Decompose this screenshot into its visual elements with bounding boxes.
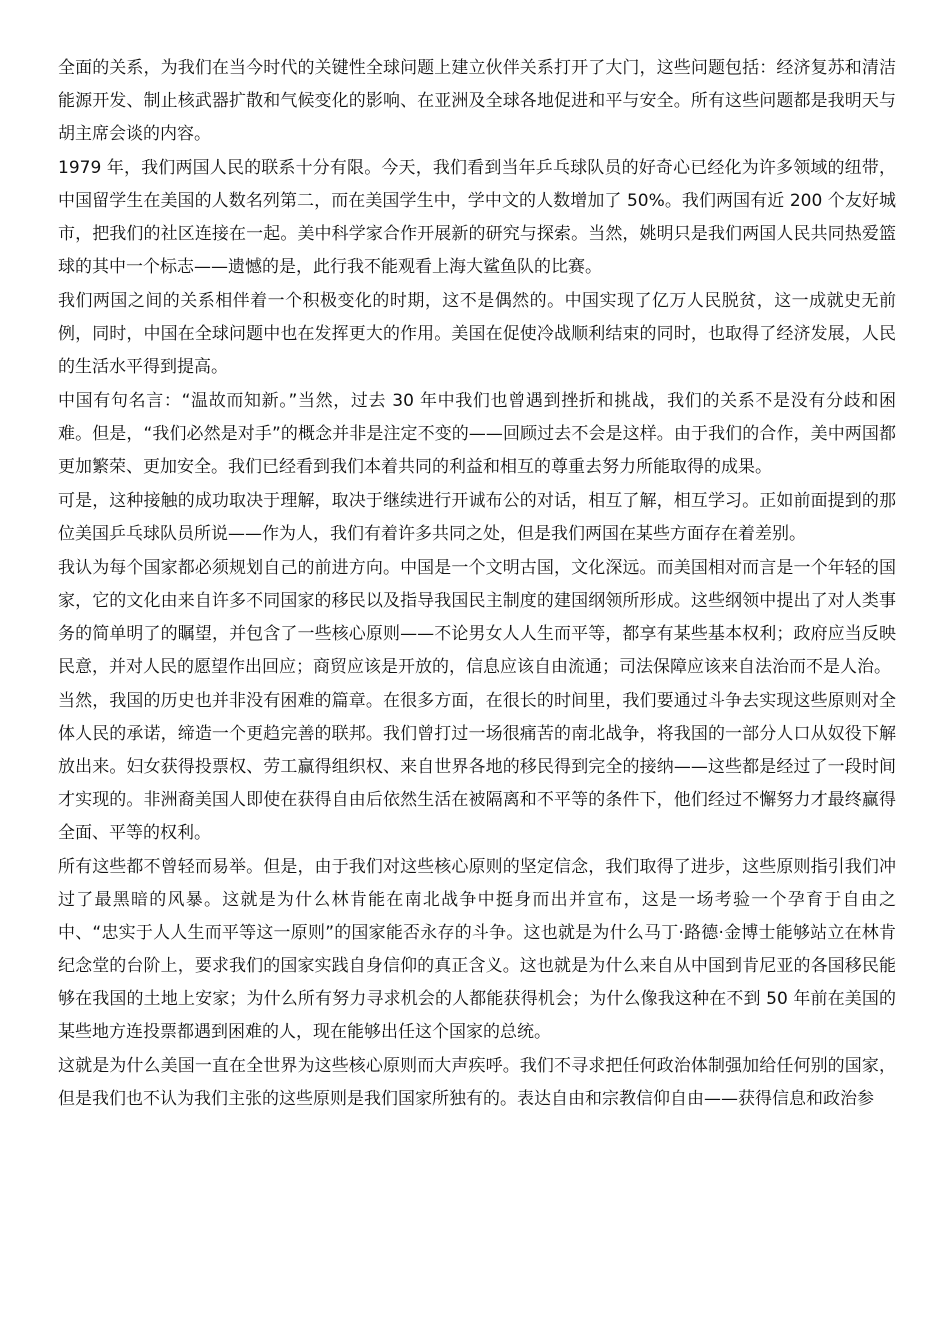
paragraph: 全面的关系，为我们在当今时代的关键性全球问题上建立伙伴关系打开了大门，这些问题包括：经济复苏和清洁能源开发、制止核武器扩散和气候变化的影响、在亚洲及全球各地促进和平与安全。所有这些问题都是我明天与胡主席会谈的内容。 — [58, 58, 896, 144]
paragraph: 我们两国之间的关系相伴着一个积极变化的时期，这不是偶然的。中国实现了亿万人民脱贫，这一成就史无前例，同时，中国在全球问题中也在发挥更大的作用。美国在促使冷战顺利结束的同时，也取得了经济发展，人民的生活水平得到提高。 — [58, 291, 896, 377]
paragraph: 可是，这种接触的成功取决于理解，取决于继续进行开诚布公的对话，相互了解，相互学习。正如前面提到的那位美国乒乓球队员所说——作为人，我们有着许多共同之处，但是我们两国在某些方面存在着差别。 — [58, 491, 896, 544]
paragraph: 我认为每个国家都必须规划自己的前进方向。中国是一个文明古国，文化深远。而美国相对而言是一个年轻的国家，它的文化由来自许多不同国家的移民以及指导我国民主制度的建国纲领所形成。这些纲领中提出了对人类事务的简单明了的瞩望，并包含了一些核心原则——不论男女人人生而平等，都享有某些基本权利；政府应当反映民意，并对人民的愿望作出回应；商贸应该是开放的，信息应该自由流通；司法保障应该来自法治而不是人治。 — [58, 558, 896, 677]
paragraph: 1979 年，我们两国人民的联系十分有限。今天，我们看到当年乒乓球队员的好奇心已经化为许多领域的纽带，中国留学生在美国的人数名列第二，而在美国学生中，学中文的人数增加了 50%。我们两国有近 200 个友好城市，把我们的社区连接在一起。美中科学家合作开展新的研究与探索。当然，姚明只是我们两国人民共同热爱篮球的其中一个标志——遗憾的是，此行我不能观看上海大鲨鱼队的比赛。 — [58, 158, 896, 277]
paragraph: 所有这些都不曾轻而易举。但是，由于我们对这些核心原则的坚定信念，我们取得了进步，这些原则指引我们冲过了最黑暗的风暴。这就是为什么林肯能在南北战争中挺身而出并宣布，这是一场考验一个孕育于自由之中、“忠实于人人生而平等这一原则”的国家能否永存的斗争。这也就是为什么马丁·路德·金博士能够站立在林肯纪念堂的台阶上，要求我们的国家实践自身信仰的真正含义。这也就是为什么来自从中国到肯尼亚的各国移民能够在我国的土地上安家；为什么所有努力寻求机会的人都能获得机会；为什么像我这种在不到 50 年前在美国的某些地方连投票都遇到困难的人，现在能够出任这个国家的总统。 — [58, 857, 896, 1042]
paragraph: 中国有句名言：“温故而知新。”当然，过去 30 年中我们也曾遇到挫折和挑战，我们的关系不是没有分歧和困难。但是，“我们必然是对手”的概念并非是注定不变的——回顾过去不会是这样。由于我们的合作，美中两国都更加繁荣、更加安全。我们已经看到我们本着共同的利益和相互的尊重去努力所能取得的成果。 — [58, 391, 896, 477]
document-page — [58, 52, 896, 1117]
paragraph: 这就是为什么美国一直在全世界为这些核心原则而大声疾呼。我们不寻求把任何政治体制强加给任何别的国家，但是我们也不认为我们主张的这些原则是我们国家所独有的。表达自由和宗教信仰自由——获得信息和政治参 — [58, 1056, 896, 1109]
paragraph: 当然，我国的历史也并非没有困难的篇章。在很多方面，在很长的时间里，我们要通过斗争去实现这些原则对全体人民的承诺，缔造一个更趋完善的联邦。我们曾打过一场很痛苦的南北战争，将我国的一部分人口从奴役下解放出来。妇女获得投票权、劳工赢得组织权、来自世界各地的移民得到完全的接纳——这些都是经过了一段时间才实现的。非洲裔美国人即使在获得自由后依然生活在被隔离和不平等的条件下，他们经过不懈努力才最终赢得全面、平等的权利。 — [58, 691, 896, 843]
